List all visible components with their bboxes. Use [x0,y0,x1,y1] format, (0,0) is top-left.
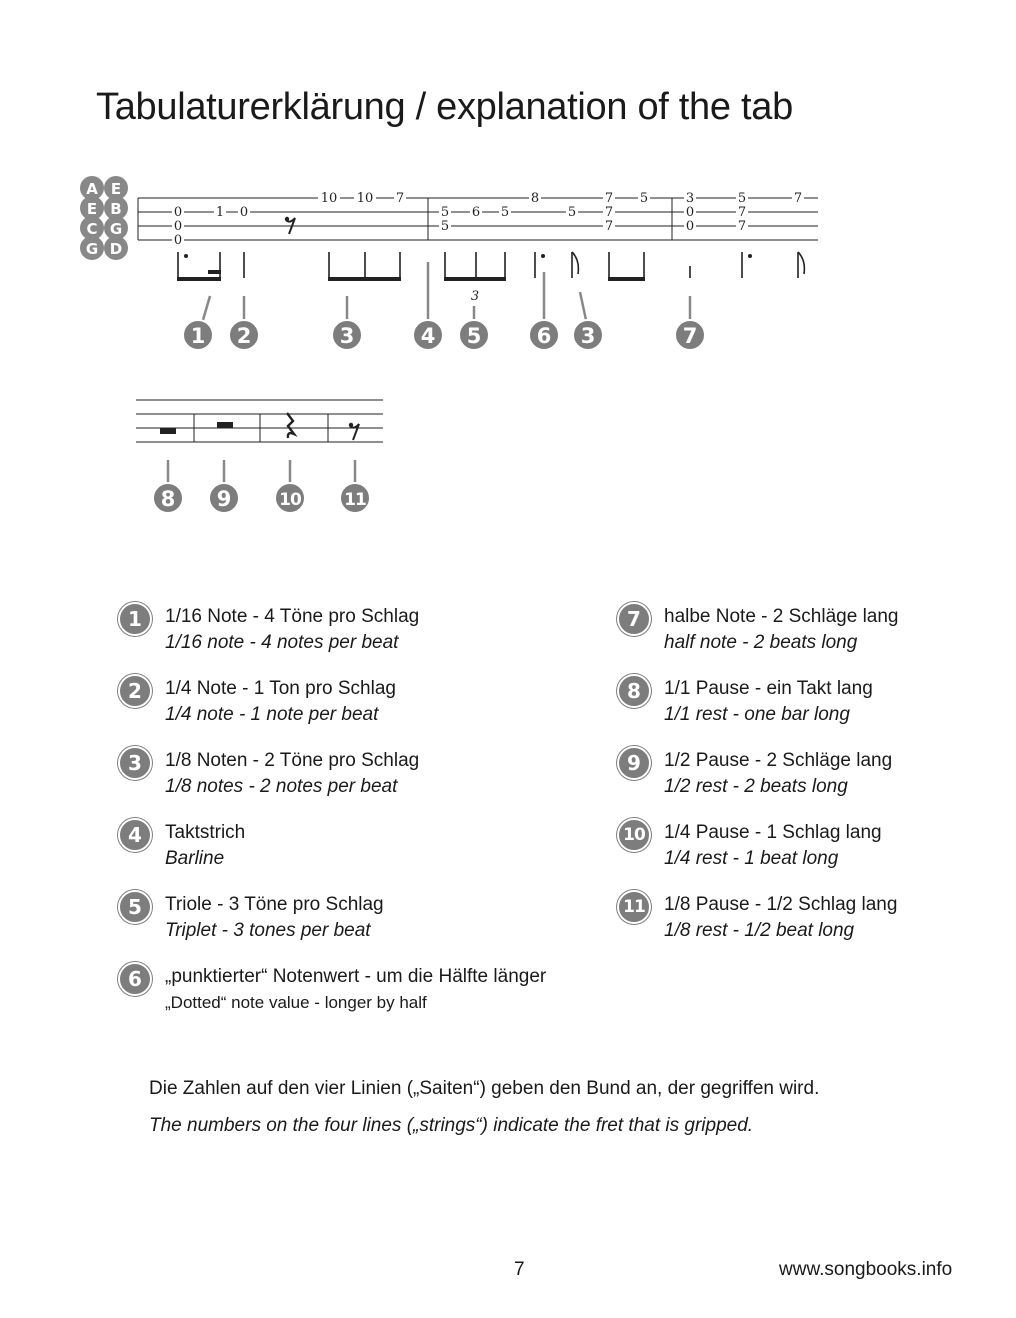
svg-text:0: 0 [173,233,183,248]
legend-en: 1/4 rest - 1 beat long [664,848,839,869]
legend-item [617,604,899,656]
svg-text:1: 1 [215,205,225,220]
half-rest-icon [217,422,233,428]
tuning-label: G [85,240,99,258]
legend-de: Taktstrich [165,822,246,843]
legend-de: 1/2 Pause - 2 Schläge lang [664,750,893,771]
legend-de: 1/8 Pause - 1/2 Schlag lang [664,894,898,915]
legend-badge: 11 [617,890,651,924]
legend-en: 1/4 note - 1 note per beat [165,704,379,725]
legend-de: halbe Note - 2 Schläge lang [664,606,899,627]
callout-badge: 1 [190,324,206,348]
tuning-label: B [110,200,122,218]
footnote-en: The numbers on the four lines („strings“) indicate the fret that is gripped. [149,1115,754,1136]
tuning-label: G [109,220,123,238]
svg-text:7: 7 [737,205,747,220]
svg-text:7: 7 [604,191,614,206]
tuning-label: C [86,220,98,238]
svg-text:0: 0 [173,205,183,220]
legend-de: 1/8 Noten - 2 Töne pro Schlag [165,750,420,771]
svg-text:7: 7 [793,191,803,206]
svg-text:0: 0 [685,205,695,220]
callout-badge: 9 [216,487,232,511]
fret-numbers [172,191,804,248]
svg-text:5: 5 [440,205,450,220]
legend-en: 1/1 rest - one bar long [664,704,850,725]
callout-badge: 3 [580,324,596,348]
tuning-label: E [86,200,98,218]
legend-badge: 2 [118,674,152,708]
website-link[interactable]: www.songbooks.info [779,1259,953,1280]
rest-staff [136,400,383,442]
rests-diagram [0,390,1016,530]
callout-badge: 10 [279,490,301,510]
legend-de: 1/4 Note - 1 Ton pro Schlag [165,678,396,699]
svg-text:7: 7 [604,205,614,220]
legend-item [118,676,396,728]
legend-item [118,748,419,800]
rhythm-beams [177,254,752,281]
svg-text:5: 5 [440,219,450,234]
rest-callout-lines [168,460,355,484]
legend-en: 1/8 notes - 2 notes per beat [165,776,398,797]
legend-item [617,748,892,800]
legend-en: Triplet - 3 tones per beat [165,920,371,941]
tab-callouts [183,320,705,350]
callout-badge: 5 [466,324,482,348]
legend-de: 1/1 Pause - ein Takt lang [664,678,873,699]
callout-badge: 11 [344,490,366,510]
svg-text:7: 7 [395,191,405,206]
legend-de: 1/4 Pause - 1 Schlag lang [664,822,882,843]
legend-badge: 4 [118,818,152,852]
legend-badge: 8 [617,674,651,708]
svg-text:6: 6 [471,205,481,220]
legend-badge: 10 [617,818,651,852]
legend-badge: 5 [118,890,152,924]
legend-badge: 9 [617,746,651,780]
svg-text:5: 5 [500,205,510,220]
legend-item [617,676,873,728]
legend-item [118,820,245,872]
callout-badge: 6 [536,324,552,348]
legend-item [118,964,546,1016]
legend-item [617,820,882,872]
svg-text:10: 10 [356,191,374,206]
rest-callouts [153,483,370,513]
legend-en: 1/8 rest - 1/2 beat long [664,920,855,941]
legend-en: „Dotted“ note value - longer by half [165,993,427,1012]
svg-text:10: 10 [320,191,338,206]
legend-en: 1/2 rest - 2 beats long [664,776,848,797]
triplet-mark: 3 [470,289,480,304]
svg-text:3: 3 [685,191,695,206]
legend-en: Barline [165,848,225,869]
tuning-label: D [109,240,123,258]
svg-text:0: 0 [239,205,249,220]
footnote-de: Die Zahlen auf den vier Linien („Saiten“) geben den Bund an, der gegriffen wird. [149,1078,820,1099]
callout-lines [203,262,690,320]
tuning-label: E [110,180,122,198]
tab-diagram [0,160,1016,360]
legend-badge: 1 [118,602,152,636]
legend-item [118,604,419,656]
callout-badge: 4 [420,324,436,348]
legend-en: half note - 2 beats long [664,632,858,653]
callout-badge: 7 [682,324,698,348]
callout-badge: 2 [236,324,252,348]
whole-rest-icon [160,428,176,434]
tuning-circles [80,176,128,260]
legend-badge: 7 [617,602,651,636]
legend-de: 1/16 Note - 4 Töne pro Schlag [165,606,420,627]
svg-text:0: 0 [173,219,183,234]
legend-badge: 6 [118,962,152,996]
quarter-rest-icon [287,413,294,438]
svg-text:7: 7 [737,219,747,234]
legend-en: 1/16 note - 4 notes per beat [165,632,399,653]
callout-badge: 3 [339,324,355,348]
legend-badge: 3 [118,746,152,780]
callout-badge: 8 [160,487,176,511]
svg-text:5: 5 [567,205,577,220]
legend-item [118,892,384,944]
legend-de: Triole - 3 Töne pro Schlag [165,894,384,915]
rhythm-stems [178,252,798,280]
svg-text:5: 5 [737,191,747,206]
eighth-flag-icon [798,252,804,274]
page-number: 7 [514,1259,525,1280]
page-title: Tabulaturerklärung / explanation of the tab [96,86,793,128]
tuning-label: A [86,180,98,198]
svg-text:8: 8 [530,191,540,206]
legend-item [617,892,897,944]
svg-text:7: 7 [604,219,614,234]
svg-text:0: 0 [685,219,695,234]
legend-de: „punktierter“ Notenwert - um die Hälfte länger [165,966,547,987]
svg-text:5: 5 [639,191,649,206]
eighth-flag-icon [572,252,578,274]
